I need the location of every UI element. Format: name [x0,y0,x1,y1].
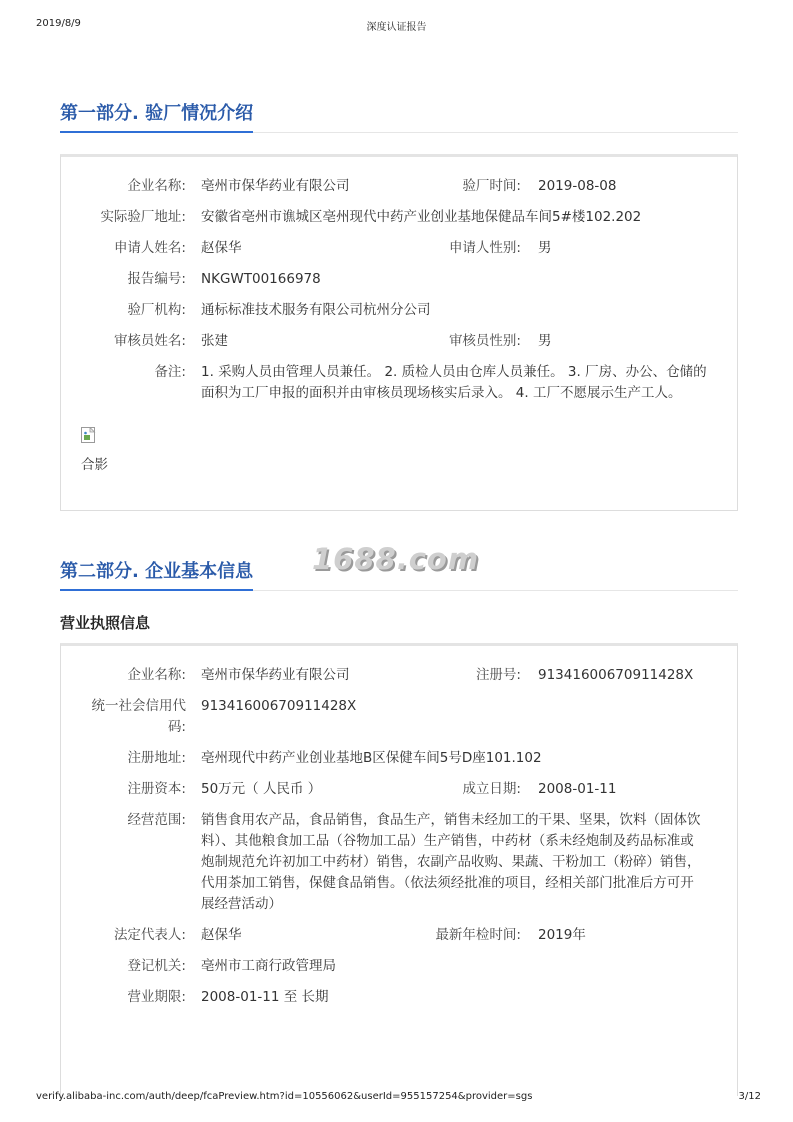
value-scope-line: 炮制规范允许初加工中药材）销售，农副产品收购、果蔬、干粉加工（粉碎）销售， [201,854,701,870]
value-capital: 50万元（ 人民币 ） [201,781,322,797]
value-inspect-time: 2019-08-08 [538,178,617,194]
label-credit-code-line2: 码: [167,719,186,735]
label-inspect-time: 验厂时间: [462,178,521,194]
label-auditor: 审核员姓名: [113,333,186,349]
label-reg-no: 注册号: [475,667,521,683]
label-term: 营业期限: [127,989,186,1005]
value-company: 亳州市保华药业有限公司 [201,178,350,194]
value-scope-line: 料）、其他粮食加工品（谷物加工品）生产销售，中药材（系未经炮制及药品标准或 [201,833,694,849]
value-founded: 2008-01-11 [538,781,617,797]
label-applicant-gender: 申请人性别: [448,240,521,256]
section-title-part1: 第一部分. 验厂情况介绍 [60,99,253,133]
license-subtitle: 营业执照信息 [60,614,151,632]
label-applicant: 申请人姓名: [113,240,186,256]
value-applicant: 赵保华 [201,240,242,256]
broken-image-icon [81,427,97,443]
label-agency: 验厂机构: [127,302,186,318]
value-legal-rep: 赵保华 [201,927,242,943]
print-title: 深度认证报告 [366,22,427,33]
value-annual-check: 2019年 [538,927,586,943]
value-auditor: 张建 [201,333,228,349]
value-credit-code: 91341600670911428X [201,698,357,714]
page-url[interactable]: verify.alibaba-inc.com/auth/deep/fcaPreview.htm?id=10556062&userId=955157254&provider=sgs [36,1091,533,1102]
label-report-no: 报告编号: [127,271,186,287]
photo-caption: 合影 [81,457,108,473]
label-founded: 成立日期: [462,781,521,797]
value-reg-no: 91341600670911428X [538,667,694,683]
value-scope-line: 代用茶加工销售，保健食品销售。（依法须经批准的项目，经相关部门批准后方可开 [201,875,694,891]
value-authority: 亳州市工商行政管理局 [201,958,336,974]
print-date: 2019/8/9 [36,18,81,29]
label-address: 实际验厂地址: [100,209,186,225]
factory-inspection-card [60,154,738,511]
value-remarks-line1: 1. 采购人员由管理人员兼任。 2. 质检人员由仓库人员兼任。 3. 厂房、办公、仓储的 [201,364,707,380]
business-license-card [60,643,738,1096]
label-annual-check: 最新年检时间: [435,927,521,943]
value-scope-line: 展经营活动） [201,896,282,912]
label-credit-code-line1: 统一社会信用代 [91,698,186,714]
label-authority: 登记机关: [127,958,186,974]
section-header-part1 [60,98,738,133]
value-scope-line: 销售食用农产品，食品销售，食品生产，销售未经加工的干果、坚果，饮料（固体饮 [201,812,701,828]
value-agency: 通标标准技术服务有限公司杭州分公司 [201,302,431,318]
label-reg-address: 注册地址: [127,750,186,766]
value-report-no: NKGWT00166978 [201,271,321,287]
value-applicant-gender: 男 [538,240,552,256]
value-reg-address: 亳州现代中药产业创业基地B区保健车间5号D座101.102 [201,750,542,766]
value-remarks-line2: 面积为工厂申报的面积并由审核员现场核实后录入。 4. 工厂不愿展示生产工人。 [201,385,682,401]
label-company: 企业名称: [127,178,186,194]
label-legal-rep: 法定代表人: [113,927,186,943]
value-term: 2008-01-11 至 长期 [201,989,329,1005]
value-address: 安徽省亳州市谯城区亳州现代中药产业创业基地保健品车间5#楼102.202 [201,209,642,225]
label-remarks: 备注: [154,364,186,380]
label-capital: 注册资本: [127,781,186,797]
value-license-company: 亳州市保华药业有限公司 [201,667,350,683]
label-license-company: 企业名称: [127,667,186,683]
page-number: 3/12 [738,1091,761,1102]
label-auditor-gender: 审核员性别: [448,333,521,349]
value-auditor-gender: 男 [538,333,552,349]
label-scope: 经营范围: [127,812,186,828]
watermark-logo: 1688.com [312,542,480,576]
section-title-part2: 第二部分. 企业基本信息 [60,557,253,591]
